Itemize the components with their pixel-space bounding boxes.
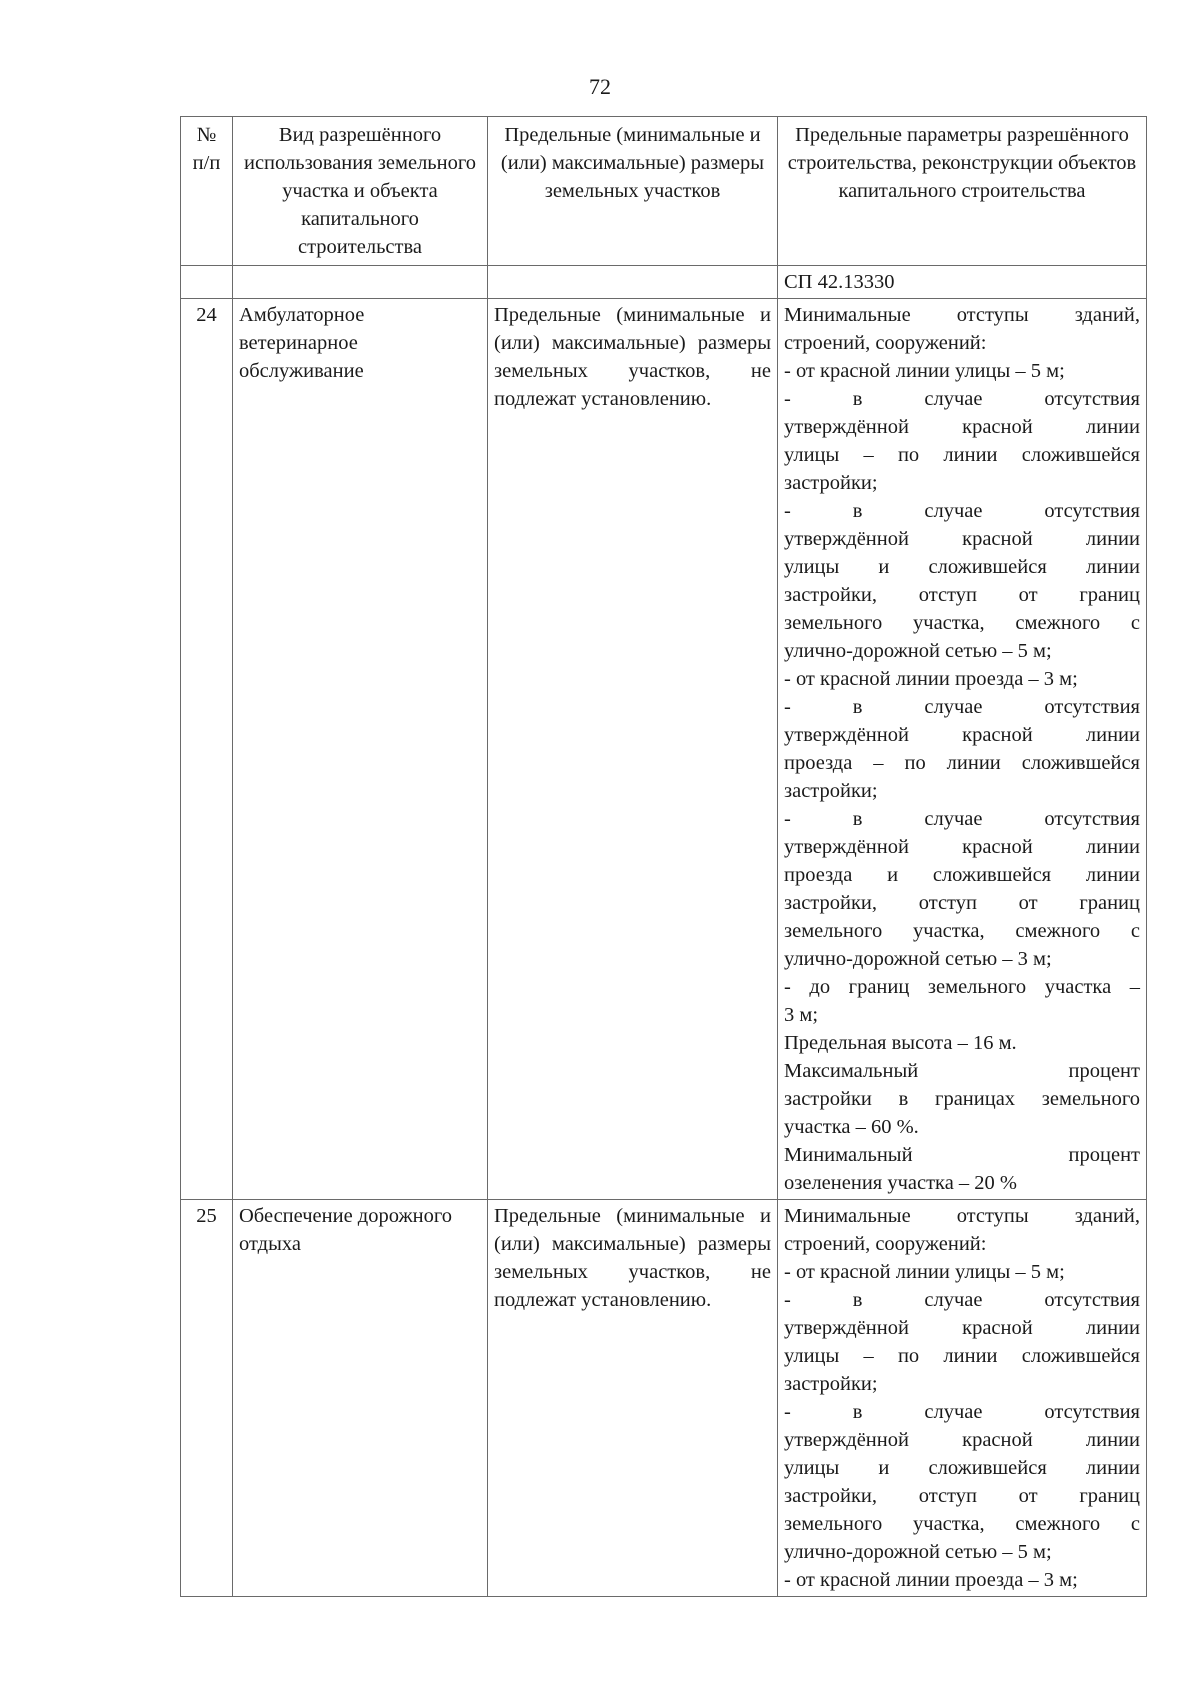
params-line: улично-дорожной сетью – 5 м; xyxy=(784,1541,1052,1563)
params-line: - от красной линии улицы – 5 м; xyxy=(784,1261,1065,1283)
header-number: № п/п xyxy=(181,117,233,266)
params-line: улицы и сложившейся линии xyxy=(784,556,1140,578)
continuation-num-cell xyxy=(181,266,233,299)
params-line: - до границ земельного участка – xyxy=(784,976,1140,998)
use-type-cell: Амбулаторное ветеринарное обслуживание xyxy=(233,299,488,1200)
params-cell xyxy=(778,1200,1147,1597)
params-line: утверждённой красной линии xyxy=(784,1317,1140,1339)
params-line: застройки; xyxy=(784,780,878,802)
params-line: утверждённой красной линии xyxy=(784,416,1140,438)
plot-sizes-cell: Предельные (минимальные и (или) максимальные) размеры земельных участков, не подлежат установлению. xyxy=(488,299,778,1200)
params-line: участка – 60 %. xyxy=(784,1116,919,1138)
page-number: 72 xyxy=(589,74,611,99)
plot-sizes-cell: Предельные (минимальные и (или) максимальные) размеры земельных участков, не подлежат установлению. xyxy=(488,1200,778,1597)
params-line: земельного участка, смежного с xyxy=(784,612,1140,634)
continuation-params-cell: СП 42.13330 xyxy=(778,266,1147,299)
params-line: Предельная высота – 16 м. xyxy=(784,1032,1017,1054)
params-line: утверждённой красной линии xyxy=(784,836,1140,858)
header-params: Предельные параметры разрешённого строительства, реконструкции объектов капитального строительства xyxy=(778,117,1147,266)
params-line: Минимальный процент xyxy=(784,1144,1140,1166)
header-plot-sizes: Предельные (минимальные и (или) максимальные) размеры земельных участков xyxy=(488,117,778,266)
params-line: улицы и сложившейся линии xyxy=(784,1457,1140,1479)
params-line: улицы – по линии сложившейся xyxy=(784,444,1140,466)
params-line: застройки; xyxy=(784,1373,878,1395)
params-line: - в случае отсутствия xyxy=(784,696,1140,718)
params-line: - в случае отсутствия xyxy=(784,500,1140,522)
params-line: улично-дорожной сетью – 3 м; xyxy=(784,948,1052,970)
params-line: - от красной линии улицы – 5 м; xyxy=(784,360,1065,382)
use-type-cell: Обеспечение дорожного отдыха xyxy=(233,1200,488,1597)
params-line: проезда и сложившейся линии xyxy=(784,864,1140,886)
params-line: улицы – по линии сложившейся xyxy=(784,1345,1140,1367)
params-cell xyxy=(778,299,1147,1200)
params-line: - в случае отсутствия xyxy=(784,1289,1140,1311)
row-number: 25 xyxy=(181,1200,233,1597)
params-line: - от красной линии проезда – 3 м; xyxy=(784,1569,1078,1591)
params-line: - в случае отсутствия xyxy=(784,1401,1140,1423)
continuation-size-cell xyxy=(488,266,778,299)
row-number: 24 xyxy=(181,299,233,1200)
params-line: застройки, отступ от границ xyxy=(784,1485,1140,1507)
params-line: застройки в границах земельного xyxy=(784,1088,1140,1110)
params-line: строений, сооружений: xyxy=(784,1233,987,1255)
params-line: улично-дорожной сетью – 5 м; xyxy=(784,640,1052,662)
params-line: 3 м; xyxy=(784,1004,819,1026)
params-line: Минимальные отступы зданий, xyxy=(784,304,1140,326)
params-line: - в случае отсутствия xyxy=(784,388,1140,410)
header-use-type: Вид разрешённого использования земельного участка и объекта капитального строительства xyxy=(233,117,488,266)
table-header-row xyxy=(181,117,1147,266)
params-line: земельного участка, смежного с xyxy=(784,920,1140,942)
params-line: строений, сооружений: xyxy=(784,332,987,354)
params-line: - от красной линии проезда – 3 м; xyxy=(784,668,1078,690)
params-line: застройки, отступ от границ xyxy=(784,584,1140,606)
continuation-use-cell xyxy=(233,266,488,299)
params-line: земельного участка, смежного с xyxy=(784,1513,1140,1535)
params-line: утверждённой красной линии xyxy=(784,724,1140,746)
table-row-25 xyxy=(181,1200,1147,1597)
params-line: Минимальные отступы зданий, xyxy=(784,1205,1140,1227)
params-line: застройки; xyxy=(784,472,878,494)
params-line: застройки, отступ от границ xyxy=(784,892,1140,914)
params-line: Максимальный процент xyxy=(784,1060,1140,1082)
params-line: утверждённой красной линии xyxy=(784,1429,1140,1451)
params-line: утверждённой красной линии xyxy=(784,528,1140,550)
continuation-row xyxy=(181,266,1147,299)
table-row-24 xyxy=(181,299,1147,1200)
params-line: проезда – по линии сложившейся xyxy=(784,752,1140,774)
params-line: - в случае отсутствия xyxy=(784,808,1140,830)
params-line: озеленения участка – 20 % xyxy=(784,1172,1018,1194)
land-use-table xyxy=(180,116,1147,1597)
